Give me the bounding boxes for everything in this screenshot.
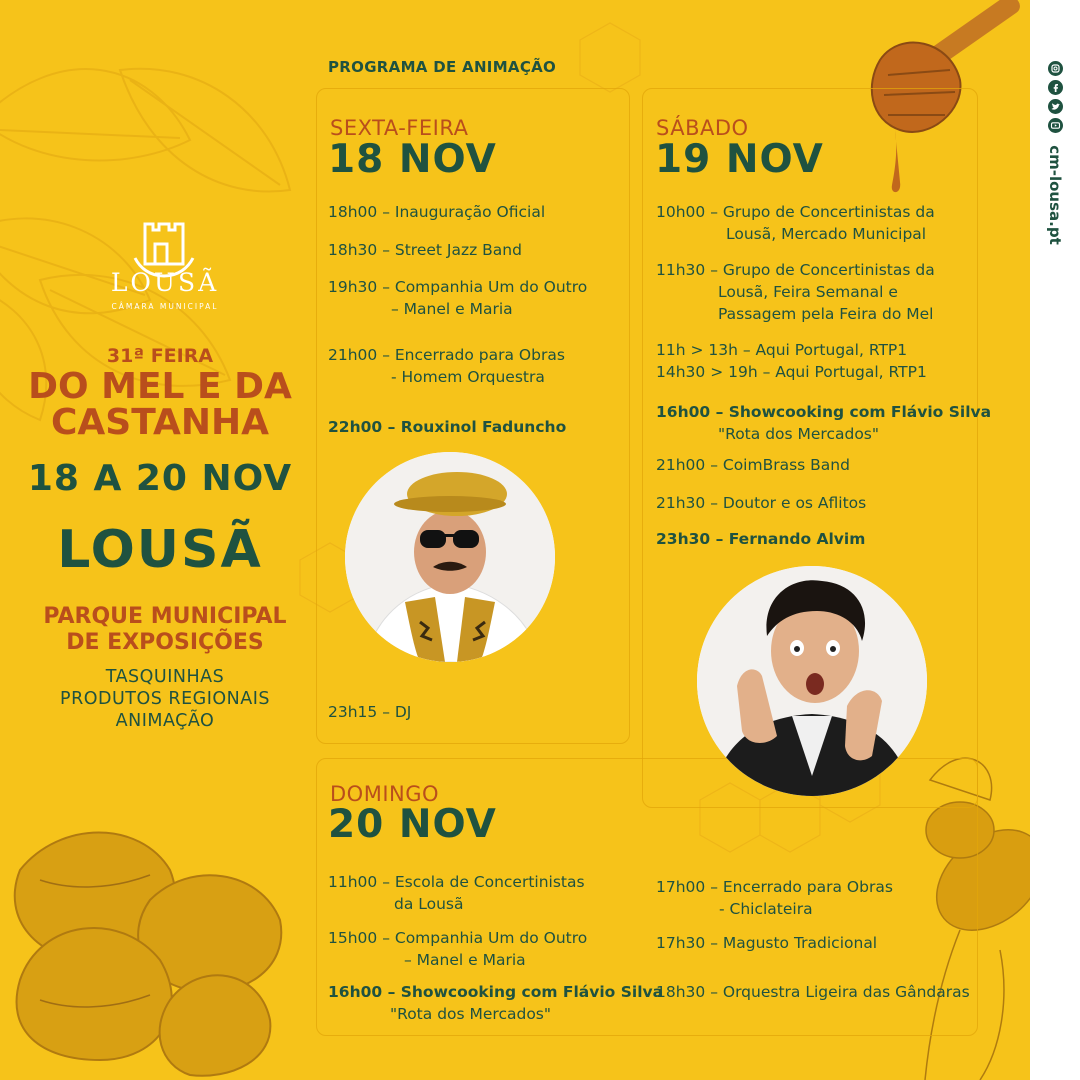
facebook-icon[interactable] — [1048, 80, 1063, 95]
feature-1: TASQUINHAS — [105, 667, 225, 687]
saturday-event-4: 14h30 > 19h – Aqui Portugal, RTP1 — [656, 363, 927, 381]
saturday-event-8: 23h30 – Fernando Alvim — [656, 530, 866, 548]
friday-event-6: 23h15 – DJ — [328, 703, 412, 721]
sunday-event-3: 16h00 – Showcooking com Flávio Silva "Rota dos Mercados" — [328, 983, 664, 1023]
program-title: PROGRAMA DE ANIMAÇÃO — [328, 58, 557, 76]
friday-event-4: 21h00 – Encerrado para Obras - Homem Orquestra — [328, 346, 565, 386]
friday-event-5: 22h00 – Rouxinol Faduncho — [328, 418, 567, 436]
friday-event-2: 18h30 – Street Jazz Band — [328, 241, 522, 259]
website-link[interactable]: cm-lousa.pt — [1046, 145, 1064, 245]
facebook-glyph — [1048, 80, 1063, 95]
saturday-event-5: 16h00 – Showcooking com Flávio Silva "Rota dos Mercados" — [656, 403, 992, 443]
feature-2: PRODUTOS REGIONAIS — [60, 689, 270, 709]
event-dates: 18 A 20 NOV — [27, 458, 293, 499]
sunday-event-2: 15h00 – Companhia Um do Outro – Manel e Maria — [328, 929, 588, 969]
artist-photo-rouxinol-faduncho — [345, 452, 555, 662]
logo-subtitle: CÂMARA MUNICIPAL — [111, 302, 219, 311]
feature-3: ANIMAÇÃO — [115, 711, 215, 731]
event-title-line1: DO MEL E DA — [28, 366, 292, 407]
artist-photo-fernando-alvim — [697, 566, 927, 796]
youtube-glyph — [1048, 118, 1063, 133]
sunday-event-1: 11h00 – Escola de Concertinistas da Lousã — [328, 873, 585, 913]
sunday-event-5: 17h30 – Magusto Tradicional — [656, 934, 878, 952]
youtube-icon[interactable] — [1048, 118, 1063, 133]
twitter-icon[interactable] — [1048, 99, 1063, 114]
instagram-icon[interactable] — [1048, 61, 1063, 76]
instagram-glyph — [1048, 61, 1063, 76]
event-place: LOUSÃ — [57, 520, 263, 580]
friday-dayname: SEXTA-FEIRA — [330, 116, 469, 140]
friday-date: 18 NOV — [328, 137, 497, 182]
sunday-event-6: 18h30 – Orquestra Ligeira das Gândaras — [656, 983, 970, 1001]
venue-line2: DE EXPOSIÇÕES — [66, 630, 264, 655]
event-title-line2: CASTANHA — [51, 402, 269, 443]
saturday-dayname: SÁBADO — [656, 116, 749, 140]
saturday-event-3: 11h > 13h – Aqui Portugal, RTP1 — [656, 341, 908, 359]
saturday-event-1: 10h00 – Grupo de Concertinistas da Lousã, Mercado Municipal — [656, 203, 935, 243]
saturday-event-7: 21h30 – Doutor e os Aflitos — [656, 494, 867, 512]
sunday-date: 20 NOV — [328, 802, 497, 847]
logo-name: LOUSÃ — [110, 268, 220, 297]
friday-event-3: 19h30 – Companhia Um do Outro – Manel e Maria — [328, 278, 588, 318]
venue-line1: PARQUE MUNICIPAL — [43, 604, 287, 629]
saturday-event-2: 11h30 – Grupo de Concertinistas da Lousã, Feira Semanal e Passagem pela Feira do Mel — [656, 261, 935, 323]
sunday-dayname: DOMINGO — [330, 782, 440, 806]
edition-label: 31ª FEIRA — [106, 345, 214, 367]
artist-portrait-illustration — [697, 566, 927, 796]
saturday-event-6: 21h00 – CoimBrass Band — [656, 456, 850, 474]
artist-portrait-illustration — [345, 452, 555, 662]
sunday-event-4: 17h00 – Encerrado para Obras - Chiclateira — [656, 878, 893, 918]
twitter-glyph — [1048, 99, 1063, 114]
friday-event-1: 18h00 – Inauguração Oficial — [328, 203, 546, 221]
saturday-date: 19 NOV — [655, 137, 824, 182]
